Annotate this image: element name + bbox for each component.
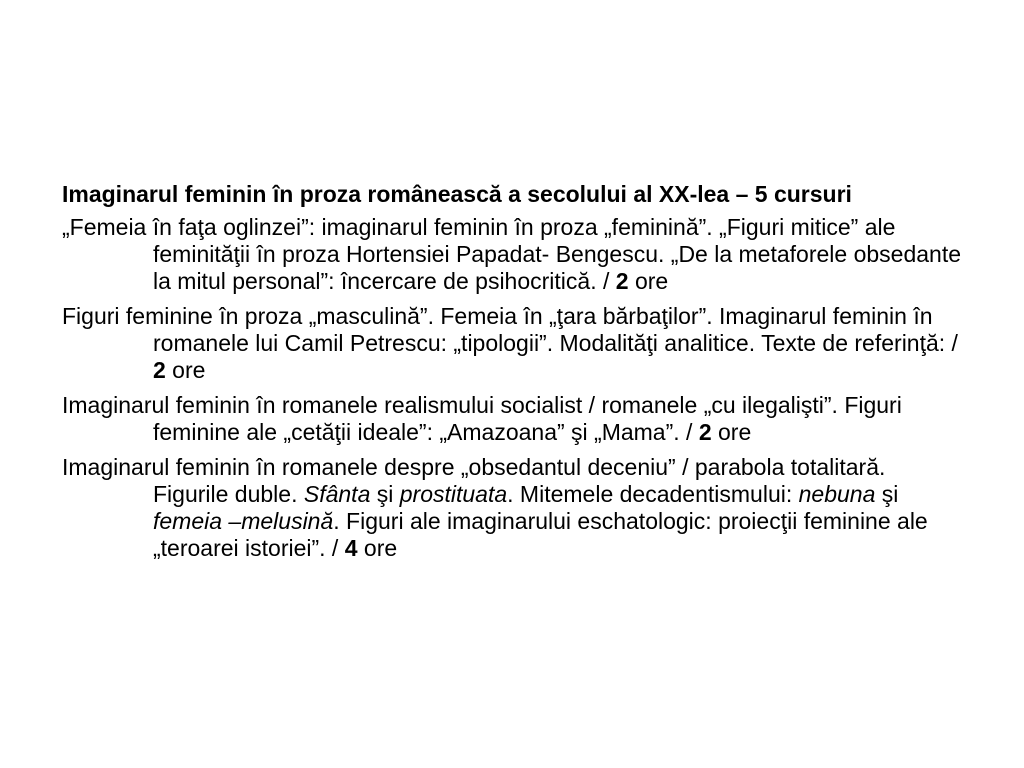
course-item-4-text-e: . Figuri ale imaginarului eschatologic: proiecţii feminine ale „teroarei istoriei”. /: [153, 508, 928, 561]
course-item-2-hours: 2: [153, 357, 166, 383]
slide-heading: [62, 181, 962, 208]
course-item-4-em-prostituata: prostituata: [399, 481, 508, 507]
course-item-1: [62, 214, 962, 295]
course-item-3-unit: ore: [711, 419, 752, 445]
course-item-1-text: „Femeia în faţa oglinzei”: imaginarul feminin în proza „feminină”. „Figuri mitice” ale feminităţii în proza Hortensiei Papadat- Bengescu. „De la metaforele obsedante la mitul personal”: încercare de psihocritică. /: [62, 214, 962, 294]
course-item-4-em-sfanta: Sfânta: [303, 481, 371, 507]
course-item-1-hours: 2: [615, 268, 629, 294]
heading-text: Imaginarul feminin în proza românească a secolului al XX-lea – 5 cursuri: [62, 181, 852, 207]
course-item-4-text-c: . Mitemele decadentismului:: [507, 481, 799, 507]
course-item-2-unit: ore: [165, 357, 206, 383]
course-item-3-text: Imaginarul feminin în romanele realismului socialist / romanele „cu ilegalişti”. Figuri feminine ale „cetăţii ideale”: „Amazoana” şi „Mama”. /: [62, 392, 902, 445]
course-item-3-hours: 2: [698, 419, 712, 445]
course-item-3: [62, 392, 962, 446]
course-item-2-text: Figuri feminine în proza „masculină”. Femeia în „ţara bărbaţilor”. Imaginarul feminin în romanele lui Camil Petrescu: „tipologii”. Modalităţi analitice. Texte de referinţă: /: [62, 303, 958, 356]
course-item-4-em-nebuna: nebuna: [798, 481, 876, 507]
course-item-4: [62, 454, 962, 562]
course-item-4-unit: ore: [357, 535, 398, 561]
course-item-1-unit: ore: [628, 268, 669, 294]
course-item-4-text-d: şi: [875, 481, 899, 507]
course-item-4-text-b: şi: [370, 481, 400, 507]
course-item-4-text-a: Imaginarul feminin în romanele despre „obsedantul deceniu” / parabola totalitară. Figurile duble.: [62, 454, 886, 507]
course-item-4-em-melusina: femeia –melusină: [153, 508, 334, 534]
slide-content: [62, 181, 962, 570]
course-item-2: [62, 303, 962, 384]
course-item-4-hours: 4: [344, 535, 358, 561]
